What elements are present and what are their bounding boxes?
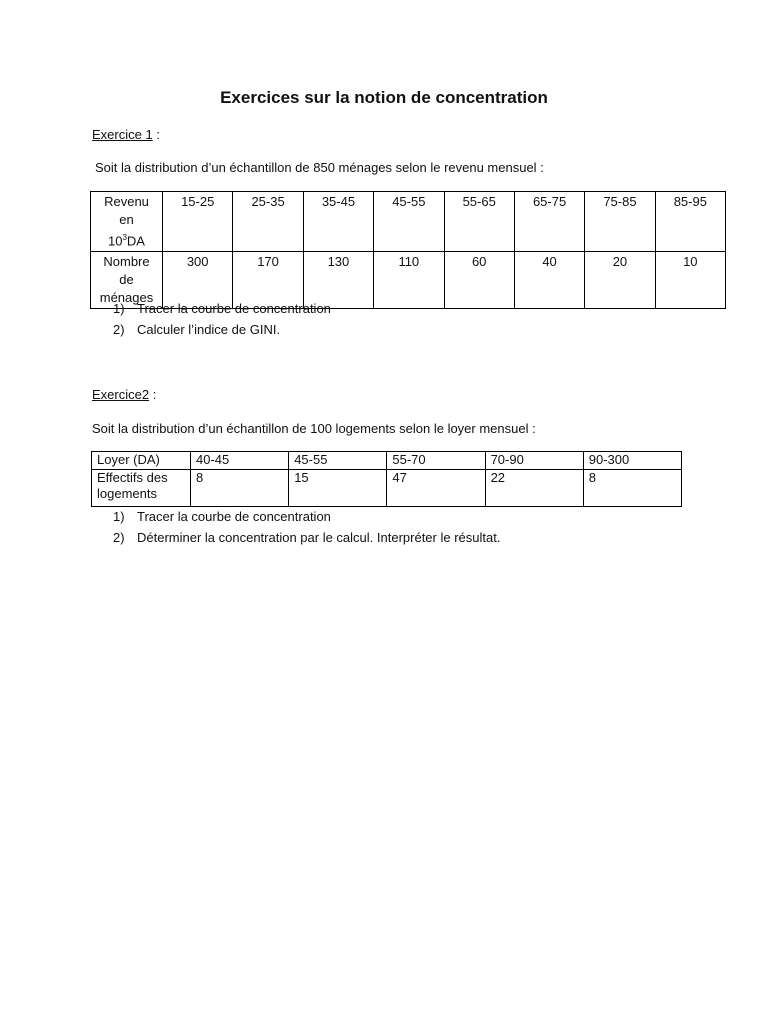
question-number: 2)	[113, 530, 125, 545]
income-class-cell: 35-45	[303, 192, 373, 252]
question-text: Calculer l’indice de GINI.	[137, 322, 281, 337]
exercise-2-questions	[113, 508, 500, 550]
rent-class-cell: 70-90	[485, 452, 583, 470]
households-count-cell: 10	[655, 252, 725, 309]
question-text: Tracer la courbe de concentration	[137, 509, 331, 524]
question-number: 1)	[113, 509, 125, 524]
rent-header-cell: Loyer (DA)	[92, 452, 191, 470]
header-line: ménages	[99, 290, 154, 306]
income-class-cell: 25-35	[233, 192, 303, 252]
exercise-2-label: Exercice2	[92, 387, 150, 402]
list-item	[113, 321, 331, 342]
header-line: Revenu	[104, 194, 149, 209]
dwellings-count-cell: 15	[289, 470, 387, 507]
list-item	[113, 529, 500, 550]
households-count-cell: 300	[163, 252, 233, 309]
rent-class-cell: 90-300	[583, 452, 681, 470]
income-class-cell: 15-25	[163, 192, 233, 252]
households-count-cell: 170	[233, 252, 303, 309]
list-item	[113, 508, 500, 529]
header-line	[93, 229, 160, 250]
rent-class-cell: 45-55	[289, 452, 387, 470]
list-item	[113, 300, 331, 321]
dwellings-count-cell: 47	[387, 470, 485, 507]
table-row	[92, 470, 682, 507]
income-table	[90, 191, 726, 309]
income-class-cell: 55-65	[444, 192, 514, 252]
exercise-2-colon: :	[149, 387, 157, 402]
question-number: 1)	[113, 301, 125, 316]
income-class-cell: 65-75	[514, 192, 584, 252]
question-text: Tracer la courbe de concentration	[137, 301, 331, 316]
households-count-cell: 60	[444, 252, 514, 309]
exercise-2-heading	[92, 387, 156, 402]
exercise-1-colon: :	[152, 127, 160, 142]
households-count-cell: 130	[303, 252, 373, 309]
exercise-1-label: Exercice 1	[92, 127, 153, 142]
income-class-cell: 45-55	[374, 192, 444, 252]
page-title: Exercices sur la notion de concentration	[220, 88, 548, 107]
table-row	[91, 192, 726, 252]
rent-class-cell: 40-45	[191, 452, 289, 470]
header-line: en	[119, 212, 134, 227]
header-unit: DA	[126, 233, 145, 249]
header-line: de	[119, 272, 134, 288]
dwellings-count-cell: 8	[191, 470, 289, 507]
income-header-cell	[91, 192, 163, 252]
dwellings-count-cell: 8	[583, 470, 681, 507]
rent-table	[91, 451, 682, 507]
header-base: 10	[108, 233, 123, 249]
households-count-cell: 20	[585, 252, 655, 309]
dwellings-count-cell: 22	[485, 470, 583, 507]
exercise-1-intro: Soit la distribution d’un échantillon de 850 ménages selon le revenu mensuel :	[95, 160, 544, 175]
header-line: Nombre	[103, 254, 150, 270]
rent-class-cell: 55-70	[387, 452, 485, 470]
households-count-cell: 40	[514, 252, 584, 309]
question-text: Déterminer la concentration par le calcul. Interpréter le résultat.	[137, 530, 501, 545]
exercise-1-heading	[92, 127, 160, 142]
households-count-cell: 110	[374, 252, 444, 309]
income-class-cell: 85-95	[655, 192, 725, 252]
header-exponent: 3	[122, 233, 127, 242]
question-number: 2)	[113, 322, 125, 337]
table-row	[92, 452, 682, 470]
income-class-cell: 75-85	[585, 192, 655, 252]
exercise-2-intro: Soit la distribution d’un échantillon de 100 logements selon le loyer mensuel :	[92, 421, 536, 436]
dwellings-header-cell: Effectifs des logements	[92, 470, 191, 507]
exercise-1-questions	[113, 300, 331, 342]
